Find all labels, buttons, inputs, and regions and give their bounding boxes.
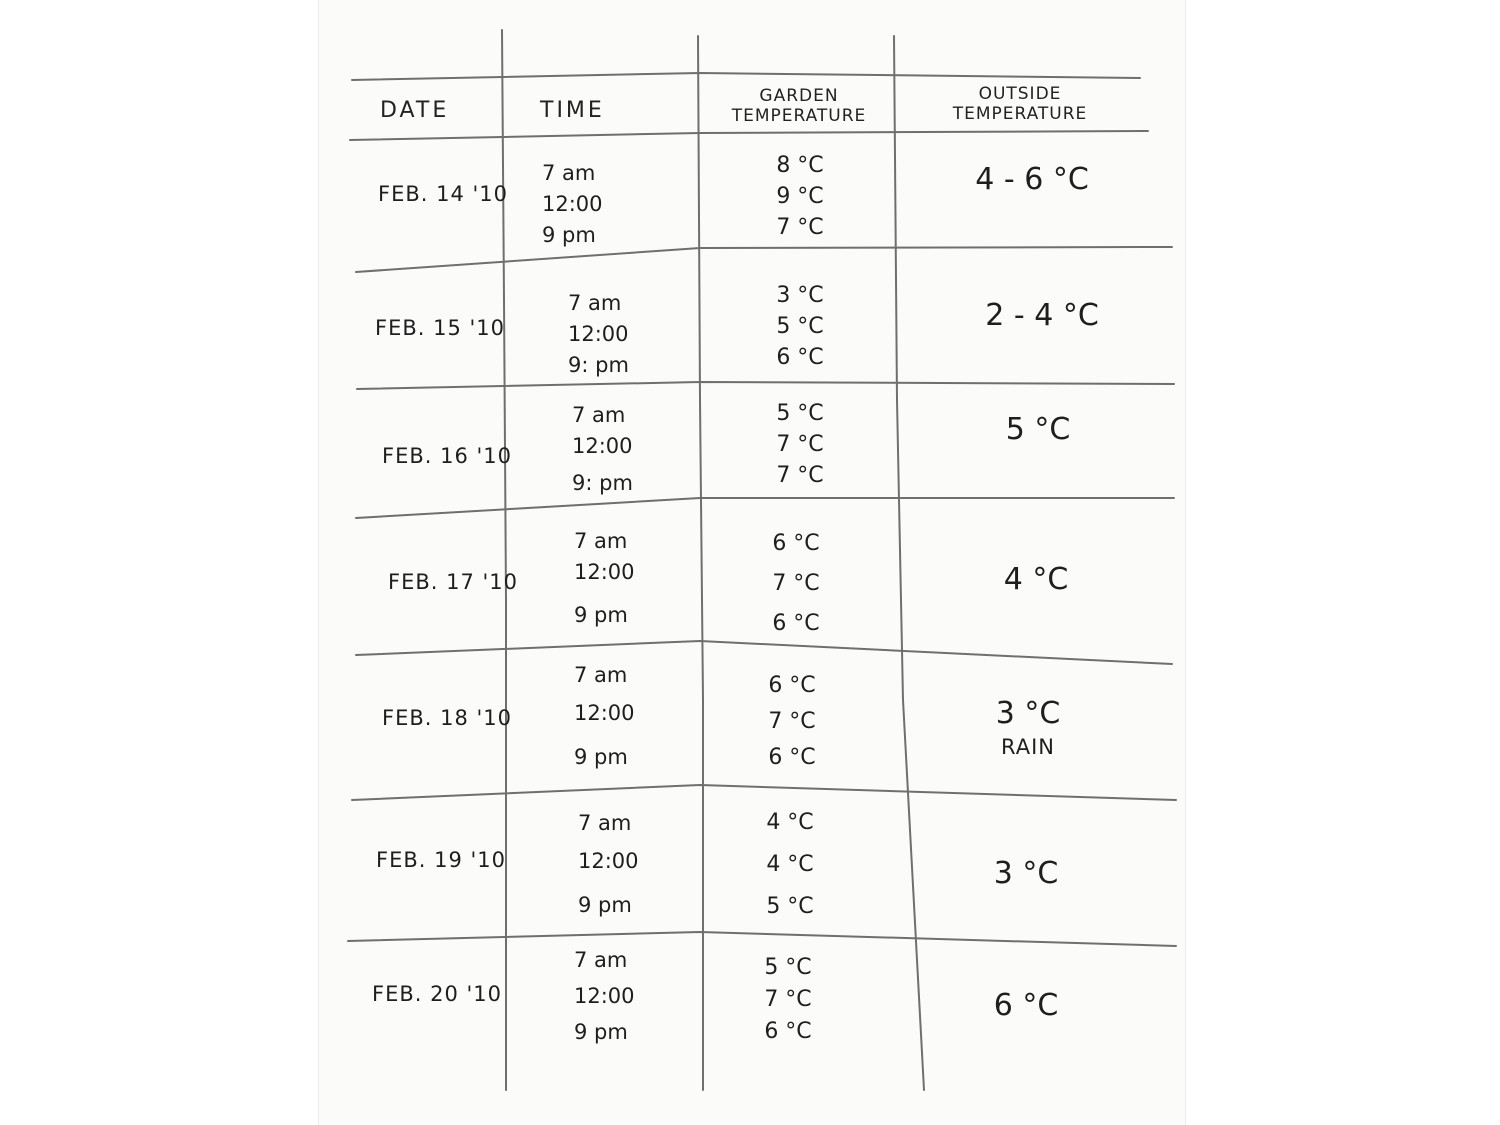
table-row-7-garden (728, 952, 848, 1048)
table-row-5-date: FEB. 18 '10 (382, 706, 512, 730)
row-7-garden-2: 7 °C (764, 987, 812, 1012)
table-row-5-garden (732, 668, 852, 776)
table-row-4-times (574, 526, 635, 631)
row-1-outside-temp: 4 - 6 °C (975, 162, 1089, 197)
table-row-5-times (574, 656, 635, 776)
table-row-3-date: FEB. 16 '10 (382, 444, 512, 468)
table-row-4-outside (926, 562, 1146, 597)
row-5-time-2: 12:00 (574, 701, 635, 725)
row-6-time-2: 12:00 (578, 849, 639, 873)
table-row-3-garden (740, 398, 860, 491)
row-2-time-3: 9: pm (568, 353, 629, 377)
header-garden-line1: GARDEN (759, 86, 839, 106)
row-3-time-1: 7 am (572, 403, 626, 427)
row-7-time-1: 7 am (574, 948, 628, 972)
header-date: DATE (380, 98, 450, 123)
table-row-4-date: FEB. 17 '10 (388, 570, 518, 594)
header-outside-temperature (940, 84, 1100, 124)
row-3-time-3: 9: pm (572, 471, 633, 495)
row-2-time-1: 7 am (568, 291, 622, 315)
row-3-garden-3: 7 °C (776, 463, 824, 488)
row-3-time-2: 12:00 (572, 434, 633, 458)
table-row-6-times (578, 804, 639, 924)
row-6-garden-2: 4 °C (766, 852, 814, 877)
table-row-7-date: FEB. 20 '10 (372, 982, 502, 1006)
row-5-garden-1: 6 °C (768, 673, 816, 698)
table-row-1-date: FEB. 14 '10 (378, 182, 508, 206)
row-2-garden-3: 6 °C (776, 345, 824, 370)
row-5-outside-temp: 3 °C (995, 696, 1061, 731)
row-6-time-1: 7 am (578, 811, 632, 835)
table-row-6-date: FEB. 19 '10 (376, 848, 506, 872)
row-6-outside-temp: 3 °C (993, 856, 1059, 891)
row-5-garden-3: 6 °C (768, 745, 816, 770)
row-4-garden-1: 6 °C (772, 531, 820, 556)
row-1-garden-1: 8 °C (776, 153, 824, 178)
header-time: TIME (540, 98, 605, 123)
row-line-1 (356, 247, 1172, 272)
row-6-garden-3: 5 °C (766, 894, 814, 919)
row-1-garden-2: 9 °C (776, 184, 824, 209)
row-3-outside-temp: 5 °C (1005, 412, 1071, 447)
row-7-time-2: 12:00 (574, 984, 635, 1008)
row-line-header-top (352, 73, 1140, 80)
row-1-time-3: 9 pm (542, 223, 596, 247)
row-4-outside-temp: 4 °C (1003, 562, 1069, 597)
row-line-2 (357, 382, 1174, 389)
row-2-garden-2: 5 °C (776, 314, 824, 339)
row-3-garden-1: 5 °C (776, 401, 824, 426)
table-row-2-times (568, 288, 629, 381)
header-outside-line1: OUTSIDE (978, 84, 1062, 104)
row-3-garden-2: 7 °C (776, 432, 824, 457)
table-row-3-outside (928, 412, 1148, 447)
table-row-2-date: FEB. 15 '10 (375, 316, 505, 340)
row-4-garden-2: 7 °C (772, 571, 820, 596)
row-line-6 (348, 932, 1176, 946)
table-row-6-garden (730, 802, 850, 928)
row-7-outside-temp: 6 °C (993, 988, 1059, 1023)
table-row-5-outside (918, 696, 1138, 759)
row-4-time-1: 7 am (574, 529, 628, 553)
row-2-garden-1: 3 °C (776, 283, 824, 308)
header-garden-line2: TEMPERATURE (731, 106, 867, 126)
row-2-outside-temp: 2 - 4 °C (985, 298, 1099, 333)
row-1-time-1: 7 am (542, 161, 596, 185)
row-5-outside-note: RAIN (1000, 735, 1055, 759)
table-row-6-outside (916, 856, 1136, 891)
table-row-7-times (574, 942, 635, 1050)
table-row-3-times (572, 400, 633, 499)
table-row-7-outside (916, 988, 1136, 1023)
row-line-4 (356, 641, 1172, 664)
row-1-time-2: 12:00 (542, 192, 603, 216)
row-5-time-1: 7 am (574, 663, 628, 687)
table-row-2-garden (740, 280, 860, 373)
header-outside-line2: TEMPERATURE (952, 104, 1088, 124)
row-5-time-3: 9 pm (574, 745, 628, 769)
row-4-time-2: 12:00 (574, 560, 635, 584)
row-line-3 (356, 498, 1174, 518)
row-7-garden-3: 6 °C (764, 1019, 812, 1044)
row-6-garden-1: 4 °C (766, 810, 814, 835)
row-6-time-3: 9 pm (578, 893, 632, 917)
table-row-4-garden (736, 524, 856, 644)
row-7-garden-1: 5 °C (764, 955, 812, 980)
header-garden-temperature (724, 86, 874, 126)
table-row-1-times (542, 158, 603, 251)
column-line-3 (894, 36, 924, 1090)
row-7-time-3: 9 pm (574, 1020, 628, 1044)
table-row-1-garden (740, 150, 860, 243)
row-2-time-2: 12:00 (568, 322, 629, 346)
table-row-2-outside (932, 298, 1152, 333)
row-line-5 (352, 785, 1176, 800)
row-5-garden-2: 7 °C (768, 709, 816, 734)
row-4-garden-3: 6 °C (772, 611, 820, 636)
row-line-header-bottom (350, 131, 1148, 140)
table-row-1-outside (922, 162, 1142, 197)
row-4-time-3: 9 pm (574, 603, 628, 627)
row-1-garden-3: 7 °C (776, 215, 824, 240)
